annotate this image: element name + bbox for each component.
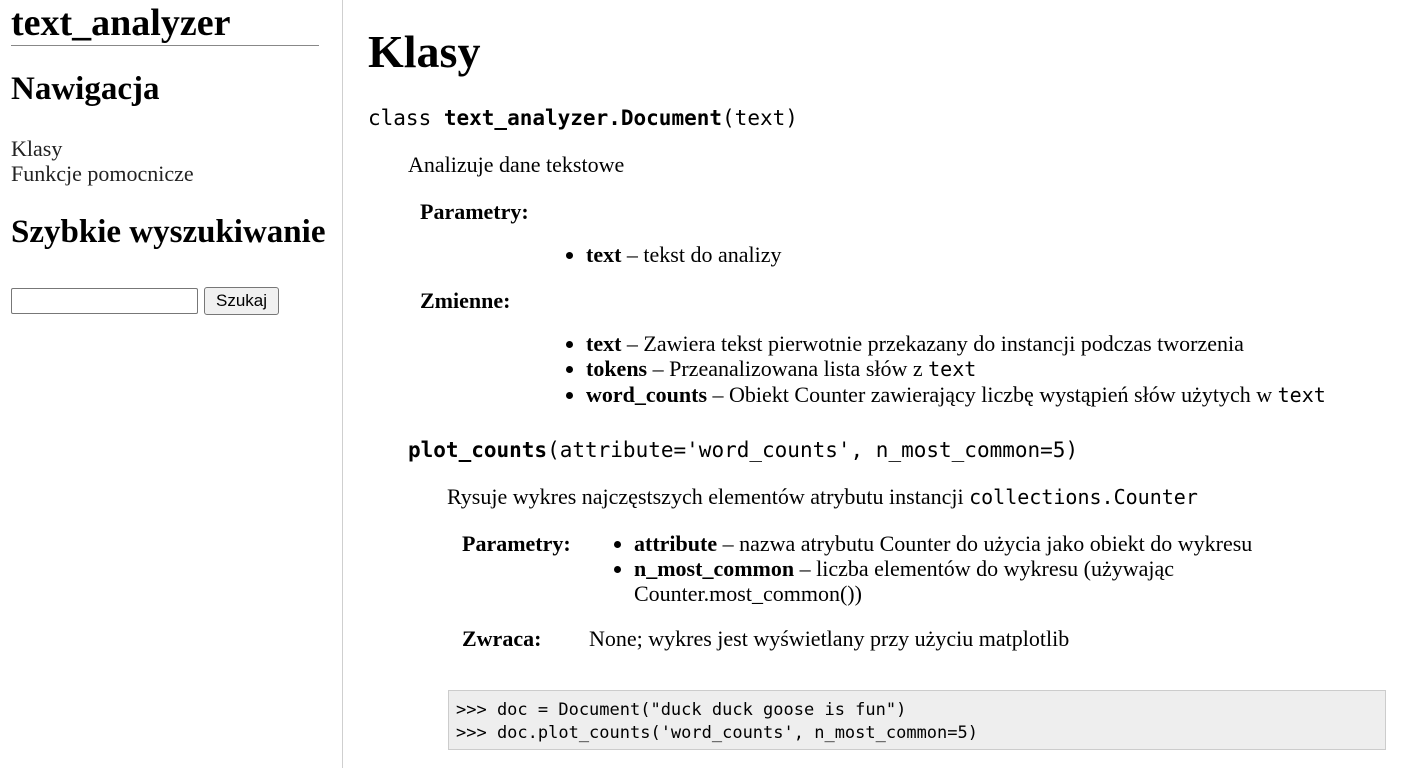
code-line: >>> doc.plot_counts('word_counts', n_most_common=5)	[456, 723, 978, 743]
method-param-item	[634, 556, 1274, 606]
class-keyword: class	[368, 106, 444, 130]
var-desc: – Zawiera tekst pierwotnie przekazany do instancji podczas tworzenia	[621, 331, 1244, 356]
var-name: text	[586, 331, 622, 356]
code-line: >>> doc = Document("duck duck goose is fun")	[456, 700, 907, 720]
nav-item-funkcje-pomocnicze[interactable]: Funkcje pomocnicze	[11, 161, 194, 186]
main-content	[368, 0, 1408, 768]
class-module: text_analyzer.	[443, 106, 621, 130]
method-param-name: attribute	[634, 531, 718, 556]
class-name: Document	[620, 106, 723, 130]
var-code: text	[928, 357, 977, 381]
class-description: Analizuje dane tekstowe	[408, 152, 625, 177]
method-args: (attribute='word_counts', n_most_common=5)	[547, 438, 1079, 462]
method-param-desc: – nazwa atrybutu Counter do użycia jako obiekt do wykresu	[717, 531, 1253, 556]
params-label: Parametry:	[420, 199, 529, 224]
var-item	[586, 382, 1326, 408]
code-example	[448, 690, 1386, 750]
method-description	[447, 484, 1198, 510]
method-param-name: n_most_common	[634, 556, 795, 581]
param-name: text	[586, 242, 622, 267]
logo-link[interactable]: text_analyzer	[11, 2, 319, 46]
var-desc: – Przeanalizowana lista słów z	[647, 356, 929, 381]
sidebar	[0, 0, 343, 768]
nav-list	[11, 136, 194, 186]
var-desc: – Obiekt Counter zawierający liczbę wystąpień słów użytych w	[707, 382, 1278, 407]
method-desc-text: Rysuje wykres najczęstszych elementów atrybutu instancji	[447, 484, 970, 509]
search-heading: Szybkie wyszukiwanie	[11, 214, 326, 250]
class-args: (text)	[722, 106, 798, 130]
param-desc: – tekst do analizy	[621, 242, 782, 267]
var-item	[586, 331, 1326, 356]
param-item	[586, 242, 782, 267]
params-list	[564, 242, 782, 267]
method-signature	[408, 437, 1078, 463]
var-code: text	[1277, 383, 1326, 407]
vars-label: Zmienne:	[420, 288, 511, 313]
nav-item-klasy[interactable]: Klasy	[11, 136, 63, 161]
search-input[interactable]	[11, 288, 198, 314]
search-form	[11, 287, 279, 315]
vars-list	[564, 331, 1326, 408]
var-item	[586, 356, 1326, 382]
page-title: Klasy	[368, 26, 481, 77]
search-button[interactable]: Szukaj	[204, 287, 279, 315]
method-params-list	[612, 531, 1274, 606]
method-param-desc: – liczba elementów do wykresu (używając Counter.most_common())	[634, 556, 1175, 606]
method-desc-code: collections.Counter	[969, 485, 1198, 509]
returns-value: None; wykres jest wyświetlany przy użyciu matplotlib	[589, 626, 1070, 651]
method-name: plot_counts	[408, 438, 548, 462]
class-signature	[368, 105, 798, 131]
nav-heading: Nawigacja	[11, 71, 160, 107]
returns-label: Zwraca:	[462, 626, 542, 651]
method-param-item	[634, 531, 1274, 556]
method-params-label: Parametry:	[462, 531, 571, 556]
var-name: tokens	[586, 356, 648, 381]
var-name: word_counts	[586, 382, 708, 407]
